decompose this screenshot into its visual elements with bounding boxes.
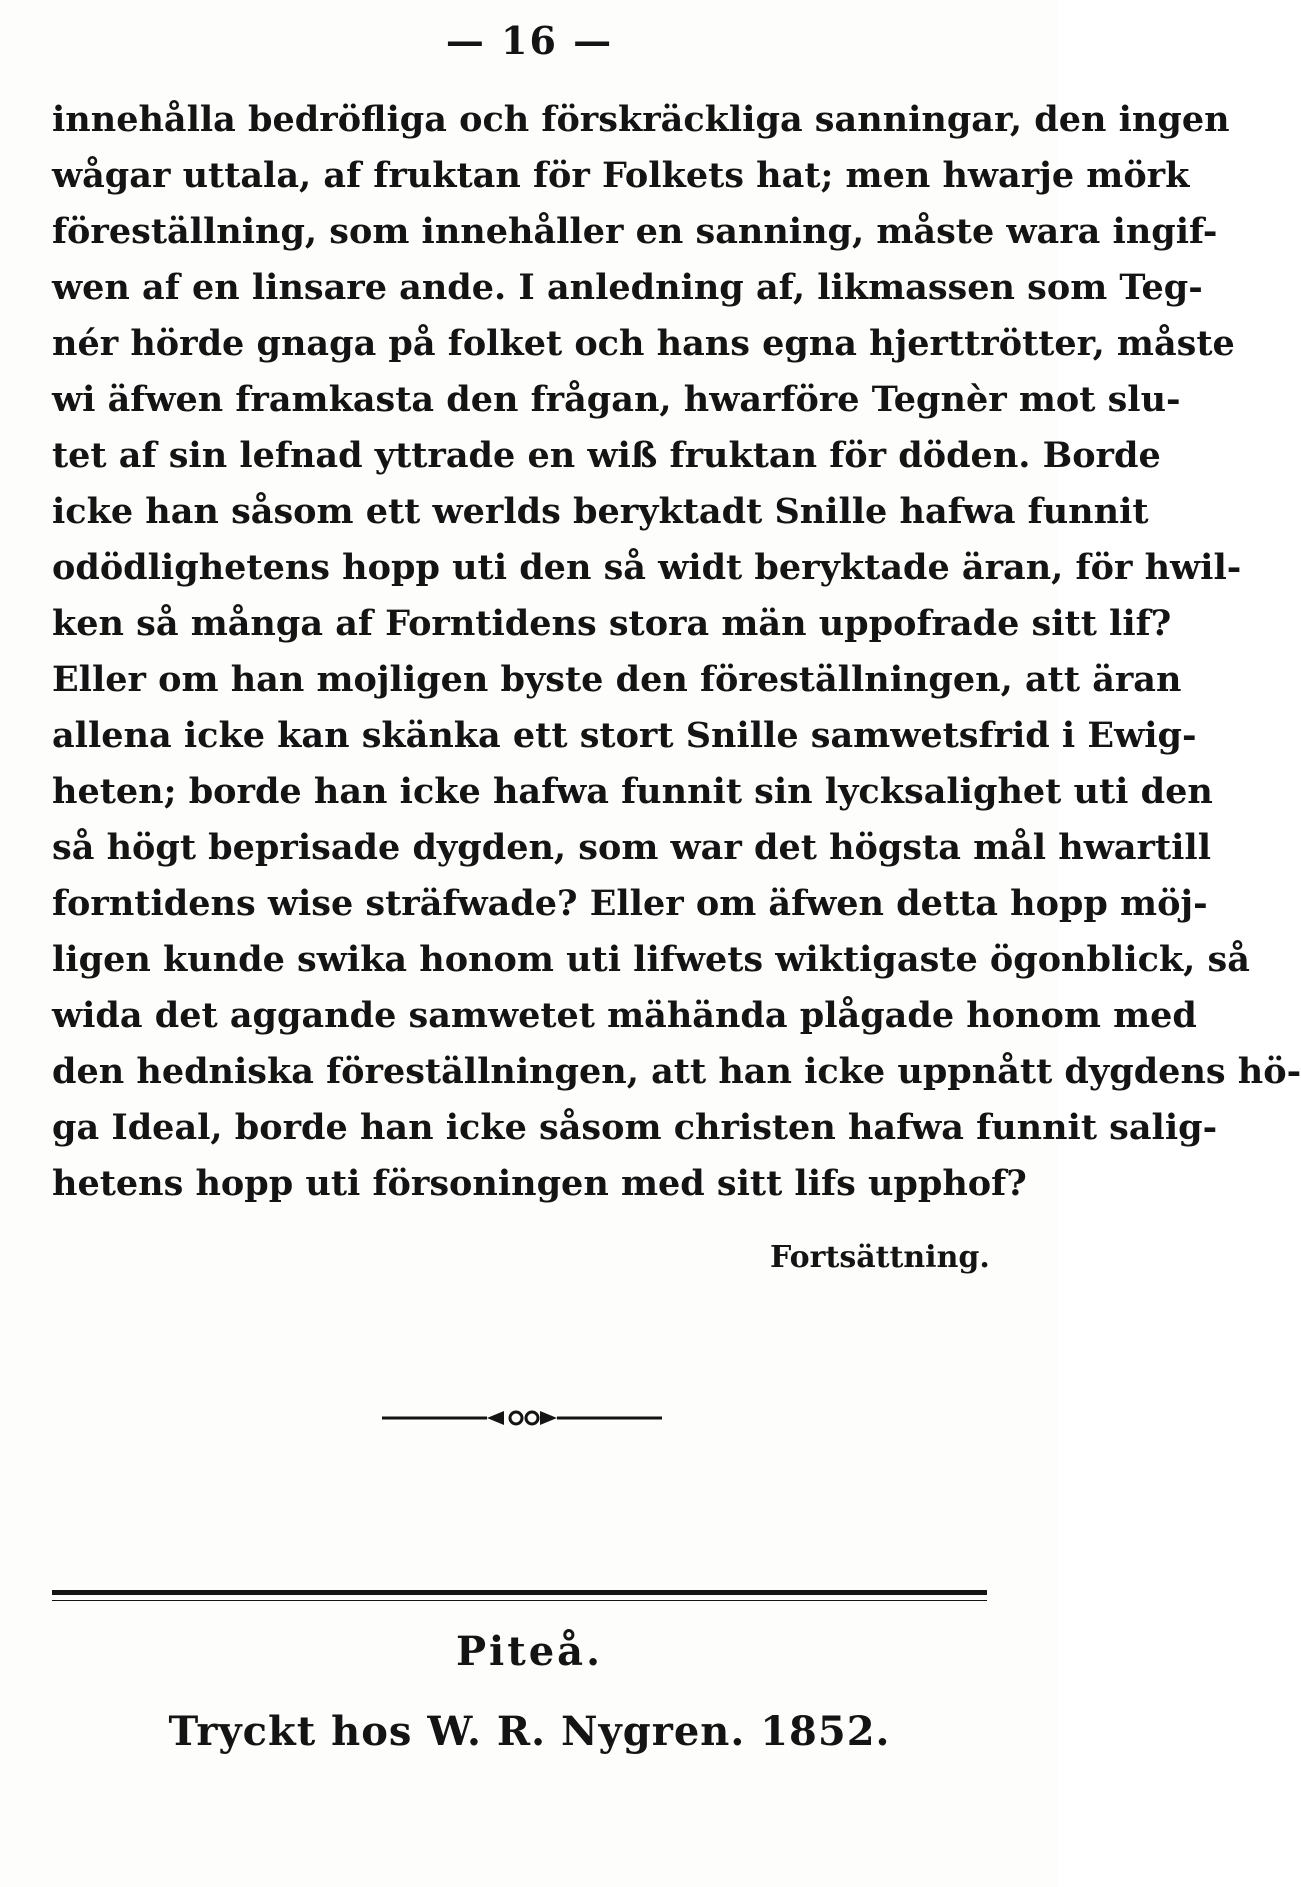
body-text xyxy=(52,92,1301,1212)
continuation-note: Fortsättning. xyxy=(770,1240,990,1275)
text-line: den hedniska föreställningen, att han icke uppnått dygdens hö- xyxy=(52,1051,1301,1092)
imprint-printer: Tryckt hos W. R. Nygren. 1852. xyxy=(168,1708,891,1755)
text-line: nér hörde gnaga på folket och hans egna hjerttrötter, måste xyxy=(52,323,1235,364)
text-line: allena icke kan skänka ett stort Snille samwetsfrid i Ewig- xyxy=(52,715,1197,756)
text-line: så högt beprisade dygden, som war det högsta mål hwartill xyxy=(52,827,1212,868)
text-line: ga Ideal, borde han icke såsom christen hafwa funnit salig- xyxy=(52,1107,1218,1148)
text-line: wida det aggande samwetet mähända plågade honom med xyxy=(52,995,1197,1036)
text-line: wi äfwen framkasta den frågan, hwarföre Tegnèr mot slu- xyxy=(52,379,1181,420)
imprint-place: Piteå. xyxy=(455,1628,604,1675)
text-line: föreställning, som innehåller en sanning, måste wara ingif- xyxy=(52,211,1218,252)
text-line: icke han såsom ett werlds beryktadt Snille hafwa funnit xyxy=(52,491,1149,532)
text-line: ligen kunde swika honom uti lifwets wiktigaste ögonblick, så xyxy=(52,939,1250,980)
text-line: Eller om han mojligen byste den föreställningen, att äran xyxy=(52,659,1182,700)
text-line: wågar uttala, af fruktan för Folkets hat; men hwarje mörk xyxy=(52,155,1190,196)
text-line: innehålla bedröfliga och förskräckliga sanningar, den ingen xyxy=(52,99,1230,140)
text-line: hetens hopp uti försoningen med sitt lifs upphof? xyxy=(52,1163,1027,1204)
text-line: ken så många af Forntidens stora män uppofrade sitt lif? xyxy=(52,603,1172,644)
imprint-rule-thick xyxy=(52,1590,987,1595)
text-line: tet af sin lefnad yttrade en wiß fruktan för döden. Borde xyxy=(52,435,1161,476)
text-line: wen af en linsare ande. I anledning af, likmassen som Teg- xyxy=(52,267,1203,308)
text-line: heten; borde han icke hafwa funnit sin lycksalighet uti den xyxy=(52,771,1213,812)
text-line: odödlighetens hopp uti den så widt beryktade äran, för hwil- xyxy=(52,547,1242,588)
text-line: forntidens wise sträfwade? Eller om äfwen detta hopp möj- xyxy=(52,883,1208,924)
imprint-rule-thin xyxy=(52,1600,987,1601)
ornament-divider xyxy=(382,1406,662,1430)
page-number: — 16 — xyxy=(445,18,614,63)
